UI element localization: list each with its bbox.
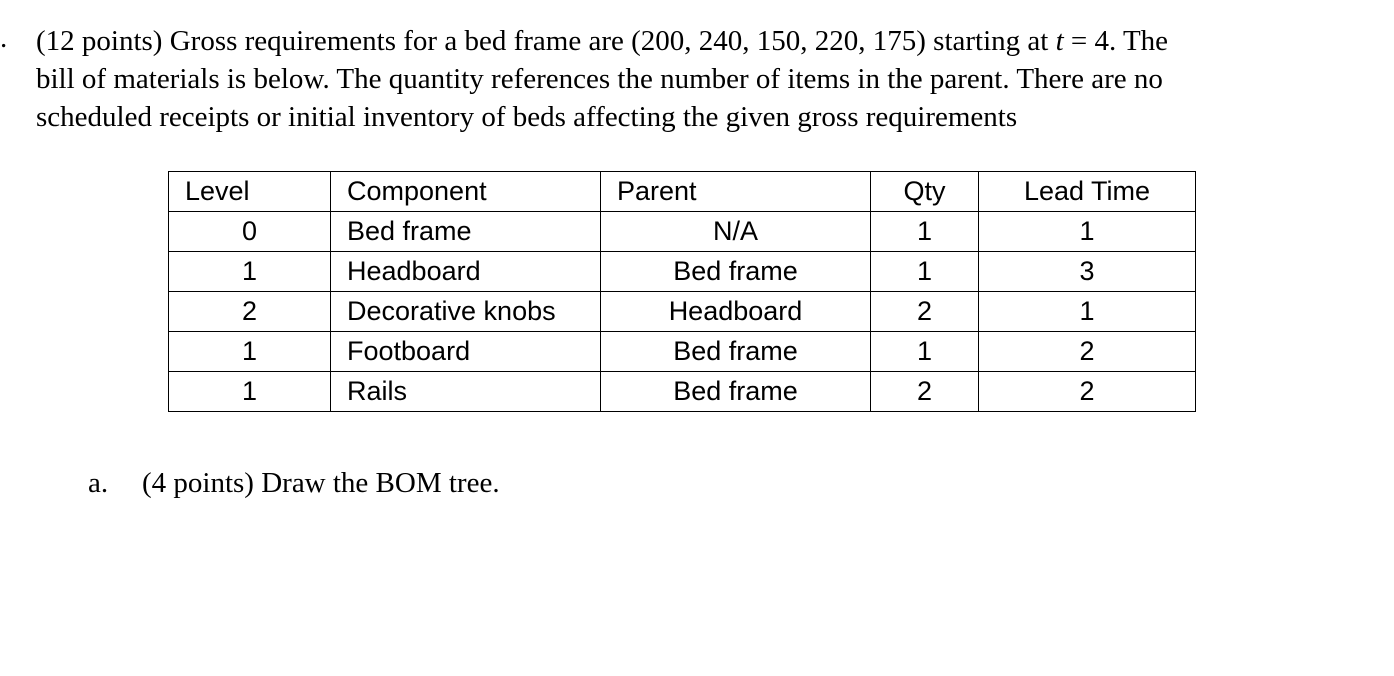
part-a-label: a.	[88, 467, 109, 499]
problem-line-1-suffix: = 4. The	[1063, 25, 1169, 57]
time-variable: t	[1055, 25, 1064, 57]
cell-level: 0	[169, 212, 331, 252]
cell-qty: 2	[871, 292, 979, 332]
header-level: Level	[169, 172, 331, 212]
table-row	[169, 332, 1196, 372]
cell-lead-time: 2	[979, 332, 1196, 372]
cell-level: 2	[169, 292, 331, 332]
cell-level: 1	[169, 252, 331, 292]
cell-parent: N/A	[601, 212, 871, 252]
cell-qty: 1	[871, 212, 979, 252]
cell-component: Rails	[331, 372, 601, 412]
table-row	[169, 252, 1196, 292]
cell-lead-time: 1	[979, 212, 1196, 252]
cell-parent: Bed frame	[601, 332, 871, 372]
cell-component: Bed frame	[331, 212, 601, 252]
cell-component: Headboard	[331, 252, 601, 292]
cell-lead-time: 1	[979, 292, 1196, 332]
header-parent: Parent	[601, 172, 871, 212]
cell-parent: Bed frame	[601, 372, 871, 412]
problem-statement	[36, 22, 1381, 136]
problem-line-1	[36, 22, 1381, 60]
problem-line-1-prefix: (12 points) Gross requirements for a bed frame are (200, 240, 150, 220, 175) starting at	[36, 25, 1056, 57]
table-row	[169, 372, 1196, 412]
cell-parent: Headboard	[601, 292, 871, 332]
header-qty: Qty	[871, 172, 979, 212]
table-row	[169, 292, 1196, 332]
cell-level: 1	[169, 332, 331, 372]
cell-qty: 1	[871, 252, 979, 292]
table-row	[169, 212, 1196, 252]
cell-qty: 2	[871, 372, 979, 412]
cell-parent: Bed frame	[601, 252, 871, 292]
cell-component: Decorative knobs	[331, 292, 601, 332]
cell-lead-time: 2	[979, 372, 1196, 412]
problem-line-3: scheduled receipts or initial inventory of beds affecting the given gross requirements	[36, 101, 1018, 133]
header-lead-time: Lead Time	[979, 172, 1196, 212]
cell-level: 1	[169, 372, 331, 412]
list-bullet: .	[0, 22, 8, 54]
bill-of-materials-table	[168, 171, 1196, 412]
cell-component: Footboard	[331, 332, 601, 372]
header-component: Component	[331, 172, 601, 212]
problem-line-2: bill of materials is below. The quantity references the number of items in the parent. There are no	[36, 63, 1163, 95]
cell-lead-time: 3	[979, 252, 1196, 292]
table-header-row	[169, 172, 1196, 212]
part-a-text: (4 points) Draw the BOM tree.	[142, 467, 500, 499]
part-a-question	[88, 464, 500, 502]
cell-qty: 1	[871, 332, 979, 372]
